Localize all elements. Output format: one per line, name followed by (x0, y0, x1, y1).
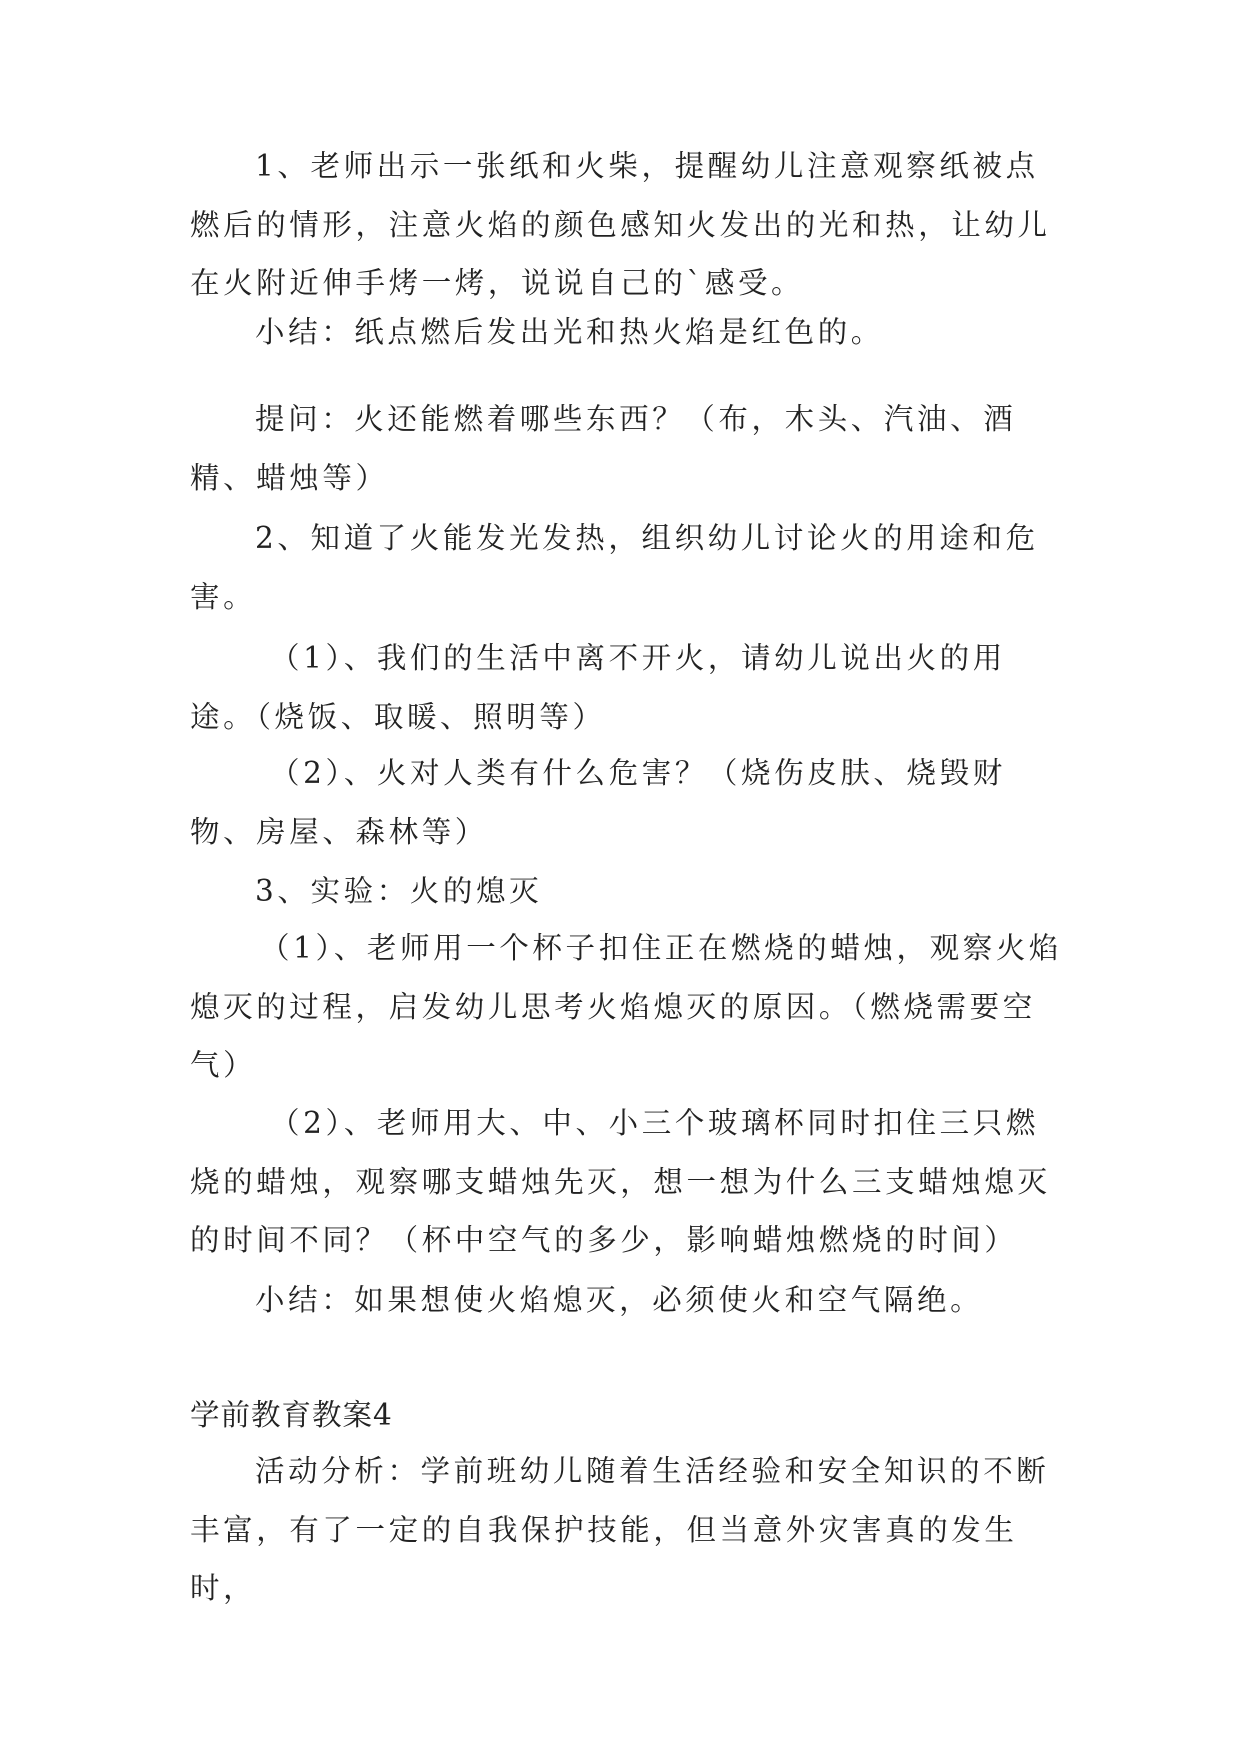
section-heading: 学前教育教案4 (190, 1398, 393, 1432)
paragraph-step-1: 1、老师出示一张纸和火柴，提醒幼儿注意观察纸被点燃后的情形，注意火焰的颜色感知火发出的光和热，让幼儿在火附近伸手烤一烤，说说自己的`感受。 (190, 149, 1051, 300)
paragraph-step-3-2: （2）、老师用大、中、小三个玻璃杯同时扣住三只燃烧的蜡烛，观察哪支蜡烛先灭，想一想为什么三支蜡烛熄灭的时间不同？（杯中空气的多少，影响蜡烛燃烧的时间） (190, 1106, 1051, 1257)
paragraph-summary-1: 小结：纸点燃后发出光和热火焰是红色的。 (255, 315, 884, 349)
paragraph-step-3: 3、实验：火的熄灭 (255, 874, 543, 908)
paragraph-question: 提问：火还能燃着哪些东西？（布，木头、汽油、酒精、蜡烛等） (190, 402, 1017, 495)
paragraph-step-3-1: （1）、老师用一个杯子扣住正在燃烧的蜡烛，观察火焰熄灭的过程，启发幼儿思考火焰熄灭的原因。（燃烧需要空气） (190, 931, 1063, 1082)
paragraph-step-2-2: （2）、火对人类有什么危害？（烧伤皮肤、烧毁财物、房屋、森林等） (190, 756, 1006, 849)
paragraph-step-2-1: （1）、我们的生活中离不开火，请幼儿说出火的用途。（烧饭、取暖、照明等） (190, 641, 1006, 734)
paragraph-activity-analysis: 活动分析：学前班幼儿随着生活经验和安全知识的不断丰富，有了一定的自我保护技能，但当意外灾害真的发生时， (190, 1454, 1050, 1605)
paragraph-step-2: 2、知道了火能发光发热，组织幼儿讨论火的用途和危害。 (190, 521, 1039, 614)
paragraph-summary-2: 小结：如果想使火焰熄灭，必须使火和空气隔绝。 (255, 1283, 984, 1317)
